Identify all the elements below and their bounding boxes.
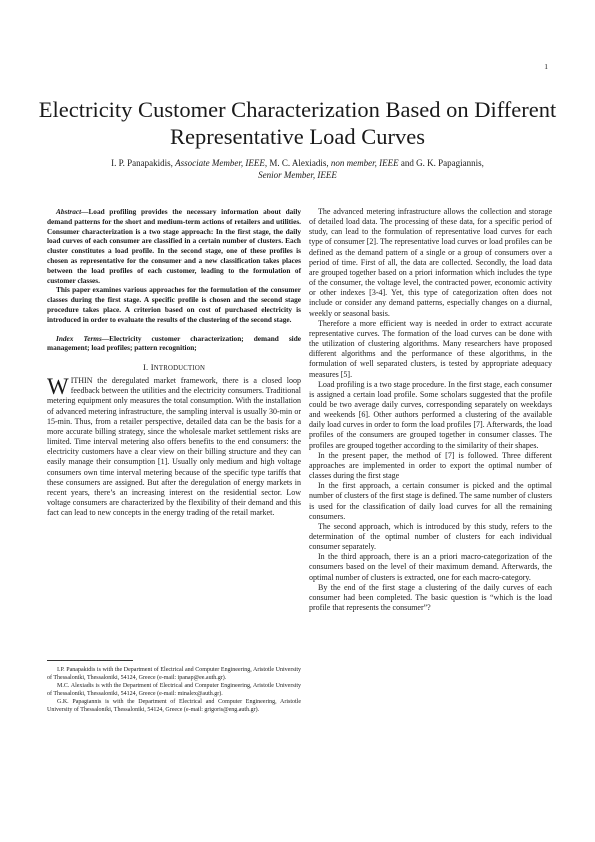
section-number: I. xyxy=(142,362,151,373)
section-title-rest: NTRODUCTION xyxy=(153,365,206,373)
footnotes xyxy=(47,666,301,714)
index-terms-label: Index Terms xyxy=(56,333,102,343)
body-paragraph-2: Therefore a more efficient way is needed in order to extract accurate representative curves. The formation of the load curves can be done with the utilization of clustering algorithms. Many researchers have proposed different algorithms and the performance of these algorithms, in the formulation of well separated clusters, is tested by appropriate adequacy measures [5]. xyxy=(309,318,552,379)
author-3: and G. K. Papagiannis, xyxy=(398,158,484,168)
abstract-paragraph-1 xyxy=(47,207,301,285)
abstract-text-1: —Load profiling provides the necessary information about daily demand patterns for the short and medium-term actions of retailers and utilities. Consumer characterization is a two stage approach: In the first stage, the daily load curves of each consumer are classified in a certain number of clusters. Each cluster constitutes a load profile. In the second stage, one of these profiles is chosen as representative for the consumer and a new classification takes places between the load profiles of each customer, leading to the formulation of customer classes. xyxy=(47,207,301,285)
author-1-role: Associate Member, IEEE xyxy=(175,158,265,168)
author-3-role: Senior Member, IEEE xyxy=(258,170,337,180)
body-paragraph-3: Load profiling is a two stage procedure. In the first stage, each consumer is assigned a certain load profile. Some scholars suggested that the profile could be two average daily curves, corresponding separately on weekdays and weekends [6]. Other authors performed a clustering of the available daily load curves in order to form the load profiles [7]. Afterwards, the load profiles of the consumers are grouped together in consumer classes. The profiles are grouped together according to the similarity of their shapes. xyxy=(309,379,552,450)
intro-text-1: ITHIN the deregulated market framework, there is a closed loop feedback between the utilities and the electricity consumers. Traditional metering equipment only measures the total consumption. With the installation of advanced metering infrastructure, the sampling interval is usually 30-min or 15-min. Thus, from a retailer perspective, detailed data can be the basis for a more accurate billing strategy, since the wholesale market settlement risks are limited. Time interval metering also offers benefits to the end consumers: the electricity customers have a clear view on their billing structure and they can easily manage their consumption [1]. Usually only medium and high voltage consumers own time interval metering because of the specific type tariffs that these consumers are assigned. But after the deregulation of energy markets in recent years, there’s an increasing interest on the residential sector. Low voltage consumers are characterized by the flexibility of their demand and this fact can lead to new concepts in the energy trading of the retail market. xyxy=(47,376,301,518)
left-column xyxy=(47,207,301,518)
footnote-2: M.C. Alexiadis is with the Department of Electrical and Computer Engineering, Aristotle University of Thessaloniki, Thessaloniki, 54124, Greece (e-mail: minalex@auth.gr). xyxy=(47,683,301,697)
abstract-paragraph-2: This paper examines various approaches for the formulation of the consumer classes during the first stage. A specific profile is chosen and the second stage procedure takes place. A criterion based on cost of purchased electricity is introduced in order to evaluate the results of the clustering of the second stage. xyxy=(47,285,301,324)
paper-title: Electricity Customer Characterization Based on Different Representative Load Curves xyxy=(38,97,557,149)
footnote-3: G.K. Papagiannis is with the Department of Electrical and Computer Engineering, Aristotle University of Thessaloniki, Thessaloniki, 54124, Greece (e-mail: grigoris@eng.auth.gr). xyxy=(47,699,301,713)
section-first-letter: I xyxy=(150,362,154,373)
author-2: , M. C. Alexiadis, xyxy=(264,158,331,168)
body-paragraph-6: The second approach, which is introduced by this study, refers to the determination of the optimal number of clusters for each individual consumer separately. xyxy=(309,521,552,552)
footnote-1: I.P. Panapakidis is with the Department of Electrical and Computer Engineering, Aristotle University of Thessaloniki, Thessaloniki, 54124, Greece (e-mail: ipanap@ee.auth.gr). xyxy=(47,667,301,681)
abstract-label: Abstract xyxy=(56,207,82,216)
body-paragraph-4: In the present paper, the method of [7] is followed. Three different approaches are implemented in order to export the optimal number of classes during the first stage xyxy=(309,450,552,481)
author-2-role: non member, IEEE xyxy=(330,158,399,168)
body-paragraph-5: In the first approach, a certain consumer is picked and the optimal number of clusters of the first stage is defined. The same number of clusters is used for the classification of daily load curves for all the remaining consumers. xyxy=(309,481,552,521)
drop-cap: W xyxy=(47,374,69,400)
page-number: 1 xyxy=(544,62,548,71)
index-terms-text: —Electricity customer characterization; demand side management; load profiles; pattern recognition; xyxy=(47,333,302,353)
intro-paragraph-1 xyxy=(47,376,301,518)
right-column xyxy=(309,207,552,613)
body-paragraph-8: By the end of the first stage a clustering of the daily curves of each consumer had been completed. The basic question is “which is the load profile that represents the consumer”? xyxy=(309,582,552,613)
index-terms xyxy=(47,334,301,354)
author-line xyxy=(100,157,495,181)
author-1: I. P. Panapakidis, xyxy=(111,158,176,168)
body-paragraph-7: In the third approach, there is an a priori macro-categorization of the consumers based on the level of their maximum demand. Afterwards, the optimal number of clusters is extracted, one for each macro-category. xyxy=(309,552,552,582)
body-paragraph-1: The advanced metering infrastructure allows the collection and storage of detailed load data. The processing of these data, for a specific period of study, can lead to the formulation of representative load curves for each type of consumer [2]. The representative load curves or load profiles can be defined as the demand pattern of a single or a group of consumers over a period of time. First of all, the data are collected. Secondly, the load data are grouped together based on a priori information which includes the type of the consumer, the voltage level, the contracted power, economic activity or other indexes [3-4]. Yet, this type of categorization often does not include or consider any demand patterns, especially changes on a diurnal, weekly or seasonal basis. xyxy=(309,207,552,318)
footnote-rule xyxy=(47,660,133,661)
section-heading-introduction xyxy=(47,362,301,374)
